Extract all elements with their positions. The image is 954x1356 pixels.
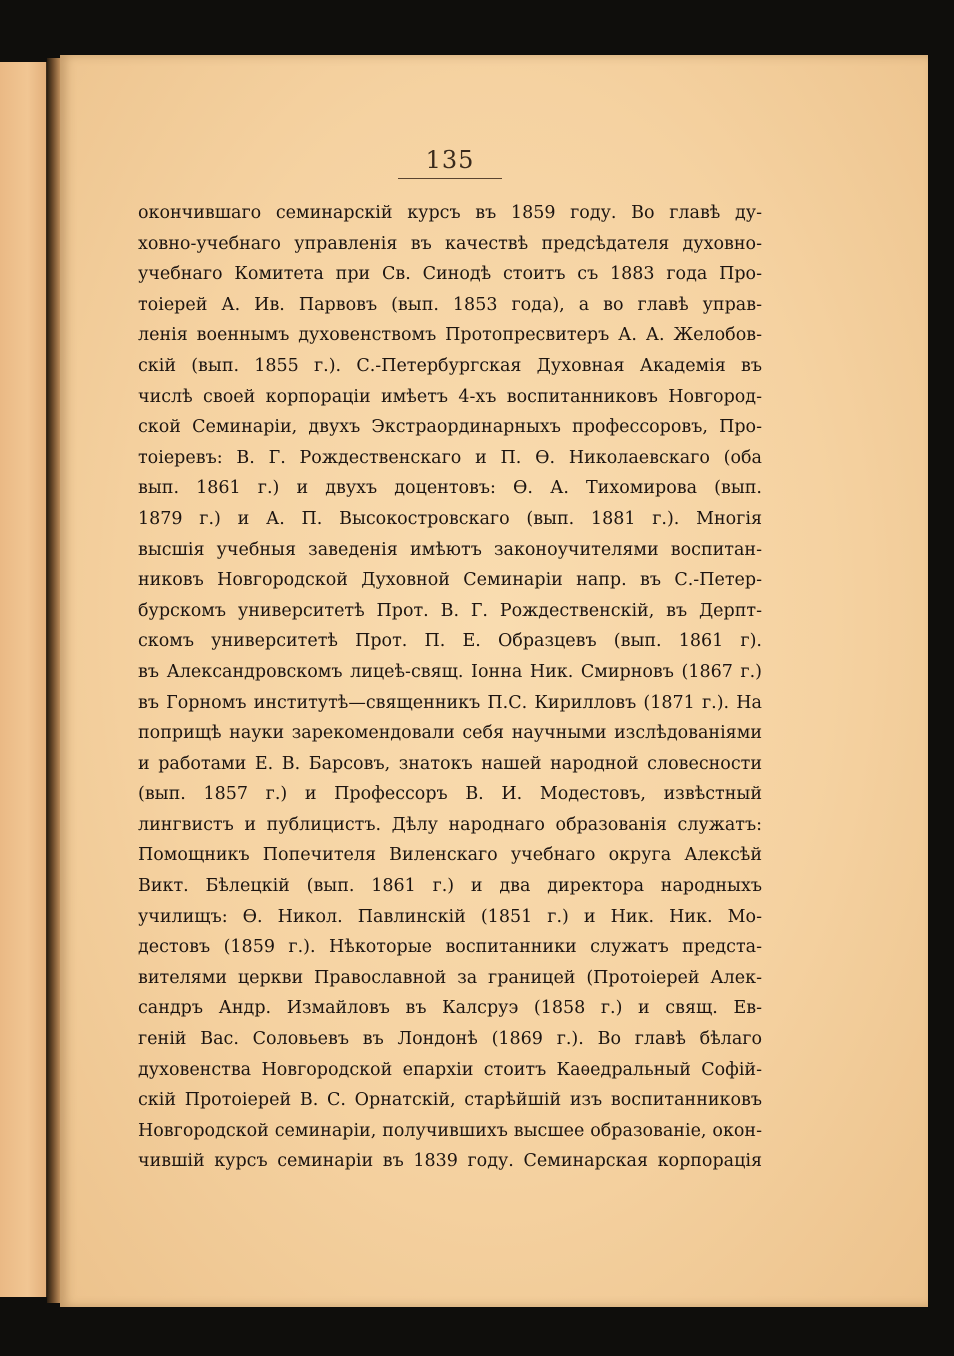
text-line: лингвистъ и публицистъ. Дѣлу народнаго образованія служатъ: bbox=[138, 814, 762, 835]
text-line: высшія учебныя заведенія имѣютъ законоучителями воспитан- bbox=[138, 539, 762, 560]
text-line: дестовъ (1859 г.). Нѣкоторые воспитанники служатъ предста- bbox=[138, 937, 762, 958]
text-line: и работами Е. В. Барсовъ, знатокъ нашей народной словесности bbox=[138, 753, 762, 774]
text-line: ховно-учебнаго управленія въ качествѣ предсѣдателя духовно- bbox=[138, 233, 762, 254]
page-number-rule bbox=[398, 178, 502, 179]
text-line: чившій курсъ семинаріи въ 1839 году. Семинарская корпорація bbox=[138, 1151, 762, 1172]
text-line: числѣ своей корпораціи имѣетъ 4-хъ воспитанниковъ Новгород- bbox=[138, 386, 762, 407]
text-line: поприщѣ науки зарекомендовали себя научными изслѣдованіями bbox=[138, 723, 762, 744]
text-line: духовенства Новгородской епархіи стоитъ Каѳедральный Софій- bbox=[138, 1059, 762, 1080]
text-line: вителями церкви Православной за границей (Протоіерей Алек- bbox=[138, 967, 762, 988]
text-line: никовъ Новгородской Духовной Семинаріи напр. въ С.-Петер- bbox=[138, 570, 762, 591]
text-line: въ Александровскомъ лицеѣ-свящ. Іоннa Ник. Смирновъ (1867 г.) bbox=[138, 661, 762, 682]
text-line: бурскомъ университетѣ Прот. В. Г. Рождественскій, въ Дерпт- bbox=[138, 600, 762, 621]
text-line: окончившаго семинарскій курсъ въ 1859 году. Во главѣ ду- bbox=[138, 203, 762, 223]
text-line: вып. 1861 г.) и двухъ доцентовъ: Ѳ. А. Тихомирова (вып. bbox=[138, 478, 762, 499]
text-line: учебнаго Комитета при Св. Синодѣ стоитъ съ 1883 года Про- bbox=[138, 264, 762, 285]
text-line: скомъ университетѣ Прот. П. Е. Образцевъ (вып. 1861 г). bbox=[138, 631, 762, 652]
text-line: ленія военнымъ духовенствомъ Протопресвитеръ А. А. Желобов- bbox=[138, 325, 762, 346]
body-text bbox=[138, 198, 762, 1177]
text-line: ской Семинаріи, двухъ Экстраординарныхъ профессоровъ, Про- bbox=[138, 417, 762, 438]
text-line: скій Протоіерей В. С. Орнатскій, старѣйшій изъ воспитанниковъ bbox=[138, 1090, 762, 1111]
text-line: тоіеревъ: В. Г. Рождественскаго и П. Ѳ. Николаевскаго (оба bbox=[138, 447, 762, 468]
text-line: геній Вас. Соловьевъ въ Лондонѣ (1869 г.). Во главѣ бѣлаго bbox=[138, 1029, 762, 1050]
previous-page-edge bbox=[0, 62, 48, 1297]
text-line: Новгородской семинаріи, получившихъ высшее образованіе, окон- bbox=[138, 1120, 762, 1141]
text-line: тоіерей А. Ив. Парвовъ (вып. 1853 года), а во главѣ управ- bbox=[138, 294, 762, 315]
text-line: сандръ Андр. Измайловъ въ Калсруэ (1858 г.) и свящ. Ев- bbox=[138, 998, 762, 1019]
text-line: училищъ: Ѳ. Никол. Павлинскій (1851 г.) и Ник. Ник. Мо- bbox=[138, 906, 762, 927]
book-gutter bbox=[47, 58, 61, 1303]
text-line: Помощникъ Попечителя Виленскаго учебнаго округа Алексѣй bbox=[138, 845, 762, 866]
text-line: (вып. 1857 г.) и Профессоръ В. И. Модестовъ, извѣстный bbox=[138, 784, 762, 805]
text-line: скій (вып. 1855 г.). С.-Петербургская Духовная Академія въ bbox=[138, 355, 762, 376]
text-line: въ Горномъ институтѣ—священникъ П.С. Кирилловъ (1871 г.). На bbox=[138, 692, 762, 713]
text-line: 1879 г.) и А. П. Высокостровскаго (вып. 1881 г.). Многія bbox=[138, 508, 762, 529]
text-line: Викт. Бѣлецкій (вып. 1861 г.) и два директора народныхъ bbox=[138, 876, 762, 897]
page-number: 135 bbox=[425, 146, 475, 174]
